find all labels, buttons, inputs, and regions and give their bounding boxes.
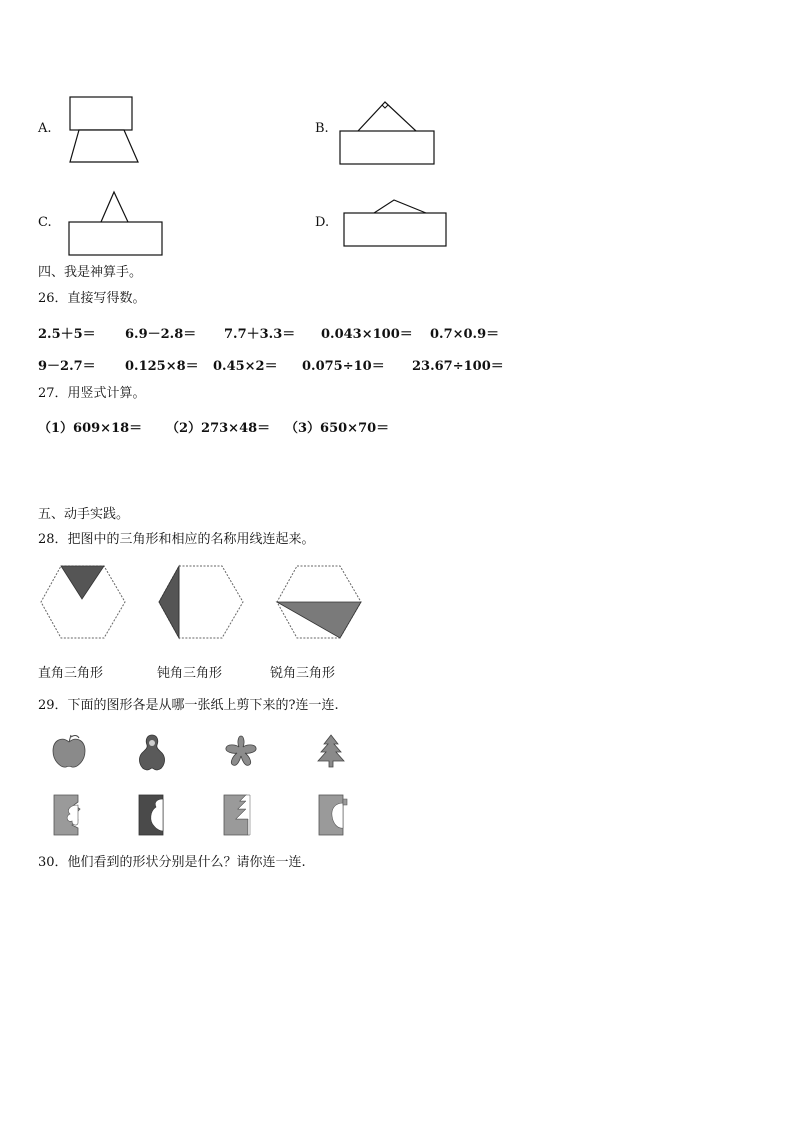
calc-item: 0.075÷10＝ [302,359,385,374]
option-c-figure [66,188,166,260]
vertical-calc-item: （1）609×18＝ [38,421,143,436]
q28-title: 28．把图中的三角形和相应的名称用线连起来。 [38,532,315,547]
label-right-triangle: 直角三角形 [38,666,104,681]
flower-shape [222,733,260,771]
hexagon-acute-triangle [276,565,362,640]
option-a-figure [62,94,152,166]
q26-title: 26．直接写得数。 [38,291,146,306]
apple-shape [50,733,88,771]
option-b-figure [338,98,438,168]
option-b-label: B. [315,121,329,136]
calc-item: 9－2.7＝ [38,359,96,374]
section-5-heading: 五、动手实践。 [38,507,130,522]
calc-item: 0.7×0.9＝ [430,327,500,342]
label-obtuse-triangle: 钝角三角形 [157,666,223,681]
calc-item: 0.043×100＝ [321,327,413,342]
calc-item: 0.45×2＝ [213,359,278,374]
option-c-label: C. [38,215,52,230]
vertical-calc-item: （2）273×48＝ [166,421,271,436]
q27-title: 27．用竖式计算。 [38,386,146,401]
calc-item: 2.5＋5＝ [38,327,96,342]
tree-shape [313,733,349,771]
q29-title: 29．下面的图形各是从哪一张纸上剪下来的?连一连. [38,698,339,713]
option-d-figure [340,196,450,252]
calc-item: 7.7＋3.3＝ [224,327,296,342]
paper-with-tree-cut [222,793,254,837]
gourd-shape [135,733,169,773]
paper-with-flower-cut [52,793,84,837]
q30-title: 30．他们看到的形状分别是什么？请你连一连. [38,855,306,870]
option-d-label: D. [315,215,330,230]
paper-with-gourd-cut [136,793,168,837]
hexagon-obtuse-triangle [158,565,244,640]
paper-with-apple-cut [316,793,350,837]
option-a-label: A. [38,121,52,136]
label-acute-triangle: 锐角三角形 [270,666,336,681]
calc-item: 23.67÷100＝ [412,359,504,374]
calc-item: 6.9－2.8＝ [125,327,197,342]
hexagon-right-triangle [40,565,126,640]
section-4-heading: 四、我是神算手。 [38,265,143,280]
calc-item: 0.125×8＝ [125,359,199,374]
vertical-calc-item: （3）650×70＝ [285,421,390,436]
